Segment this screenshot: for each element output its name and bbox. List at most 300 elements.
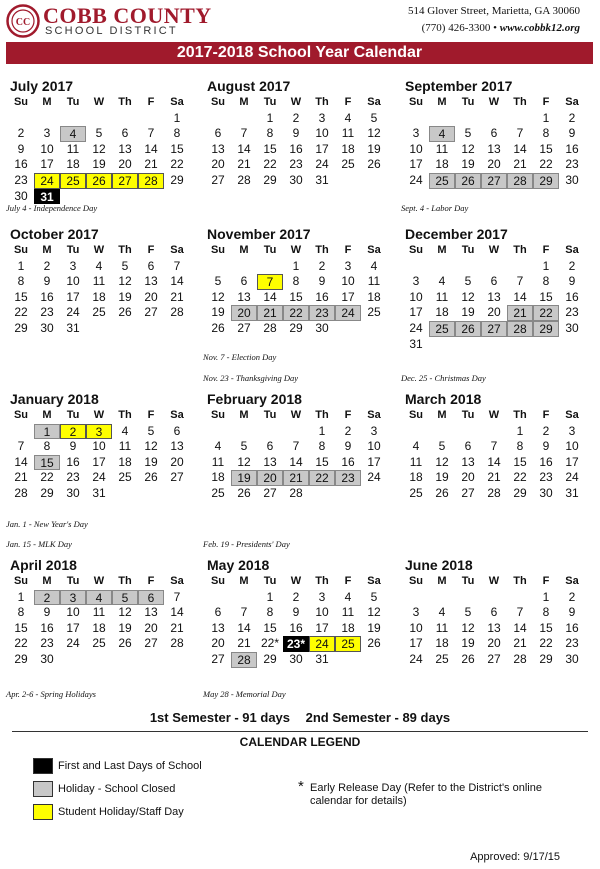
weekday-label: Sa	[170, 244, 184, 256]
day-cell: 11	[92, 605, 106, 620]
day-cell: 13	[487, 620, 501, 635]
weekday-label: Su	[13, 96, 29, 108]
day-cell: 20	[231, 305, 257, 321]
day-cell: 7	[257, 274, 283, 290]
month-title: July 2017	[10, 78, 74, 94]
week-row	[8, 636, 190, 652]
day-cell: 2	[60, 424, 86, 440]
empty-cell	[335, 652, 361, 668]
day-cell: 21	[507, 305, 533, 321]
day-cell: 21	[513, 636, 527, 651]
month-title: November 2017	[207, 226, 311, 242]
day-cell: 17	[409, 157, 423, 172]
district-logo-icon	[6, 4, 40, 38]
day-cell: 16	[565, 141, 579, 156]
weekday-label: Th	[513, 575, 527, 587]
day-cell: 5	[370, 589, 378, 604]
day-cell: 30	[289, 172, 303, 187]
day-cell: 22*	[260, 636, 280, 651]
month-calendar	[8, 557, 190, 668]
day-cell: 2	[318, 258, 326, 273]
day-cell: 29	[40, 485, 54, 500]
empty-cell	[60, 189, 86, 205]
day-cell: 13	[211, 141, 225, 156]
day-cell: 19	[461, 305, 475, 320]
day-cell: 29	[533, 173, 559, 189]
day-cell: 23	[14, 172, 28, 187]
day-cell: 19	[231, 470, 257, 486]
district-address: 514 Glover Street, Marietta, GA 30060	[408, 5, 580, 17]
week-row	[403, 259, 585, 275]
day-cell: 9	[568, 605, 576, 620]
day-cell: 18	[435, 636, 449, 651]
week-row	[8, 439, 190, 455]
day-cell: 26	[118, 636, 132, 651]
weekday-label: W	[290, 575, 302, 587]
weekday-label: F	[344, 409, 352, 421]
yellow-swatch-icon	[33, 804, 53, 820]
contact-line	[422, 22, 580, 34]
day-cell: 2	[542, 423, 550, 438]
week-row	[8, 274, 190, 290]
weekday-label: W	[93, 96, 105, 108]
day-cell: 27	[144, 305, 158, 320]
day-cell: 7	[173, 258, 181, 273]
weekday-label: Sa	[170, 575, 184, 587]
month-title: March 2018	[405, 391, 482, 407]
day-cell: 21	[170, 620, 184, 635]
day-cell: 15	[539, 141, 553, 156]
day-cell: 19	[461, 636, 475, 651]
day-cell: 1	[542, 110, 550, 125]
day-cell: 5	[464, 605, 472, 620]
weekday-label: Tu	[263, 409, 277, 421]
day-cell: 6	[490, 126, 498, 141]
day-cell: 15	[14, 289, 28, 304]
day-cell: 7	[292, 439, 300, 454]
empty-cell	[231, 424, 257, 440]
week-row	[205, 455, 387, 471]
empty-cell	[429, 590, 455, 606]
empty-cell	[481, 590, 507, 606]
day-cell: 19	[144, 454, 158, 469]
day-cell: 24	[315, 157, 329, 172]
month-calendar	[205, 557, 387, 668]
day-cell: 23	[565, 157, 579, 172]
day-cell: 18	[66, 157, 80, 172]
day-cell: 5	[121, 258, 129, 273]
legend-label-first-last: First and Last Days of School	[58, 760, 202, 772]
weekday-label: Sa	[170, 409, 184, 421]
day-cell: 18	[92, 620, 106, 635]
empty-cell	[205, 424, 231, 440]
day-cell: 27	[170, 470, 184, 485]
month-calendar	[403, 557, 585, 668]
day-cell: 6	[240, 274, 248, 289]
day-cell: 14	[513, 141, 527, 156]
day-cell: 3	[568, 423, 576, 438]
day-cell: 1	[542, 258, 550, 273]
empty-cell	[164, 321, 190, 337]
day-cell: 14	[289, 454, 303, 469]
day-cell: 8	[292, 274, 300, 289]
day-cell: 19	[118, 289, 132, 304]
day-cell: 21	[170, 289, 184, 304]
weekday-label: M	[42, 96, 52, 108]
weekday-label: W	[290, 244, 302, 256]
weekday-header	[205, 408, 387, 424]
empty-cell	[403, 424, 429, 440]
weekday-label: Tu	[263, 244, 277, 256]
day-cell: 3	[69, 258, 77, 273]
day-cell: 30	[565, 320, 579, 335]
day-cell: 4	[95, 258, 103, 273]
day-cell: 27	[481, 173, 507, 189]
day-cell: 30	[539, 485, 553, 500]
empty-cell	[86, 321, 112, 337]
day-cell: 31	[34, 189, 60, 205]
day-cell: 3	[86, 424, 112, 440]
empty-cell	[138, 652, 164, 668]
empty-cell	[8, 111, 34, 127]
week-row	[8, 173, 190, 189]
day-cell: 15	[539, 620, 553, 635]
weekday-header	[8, 243, 190, 259]
empty-cell	[231, 111, 257, 127]
day-cell: 9	[43, 605, 51, 620]
day-cell: 19	[461, 157, 475, 172]
day-cell: 16	[66, 454, 80, 469]
day-cell: 16	[315, 289, 329, 304]
day-cell: 24	[92, 470, 106, 485]
day-cell: 3	[43, 126, 51, 141]
empty-cell	[164, 652, 190, 668]
day-cell: 23	[40, 636, 54, 651]
day-cell: 18	[118, 454, 132, 469]
empty-cell	[403, 259, 429, 275]
day-cell: 16	[539, 454, 553, 469]
empty-cell	[138, 189, 164, 205]
week-row	[205, 621, 387, 637]
day-cell: 4	[370, 258, 378, 273]
empty-cell	[86, 189, 112, 205]
day-cell: 31	[66, 320, 80, 335]
weekday-label: F	[147, 409, 155, 421]
day-cell: 21	[513, 157, 527, 172]
empty-cell	[455, 424, 481, 440]
day-cell: 20	[211, 636, 225, 651]
day-cell: 10	[92, 439, 106, 454]
week-row	[403, 126, 585, 142]
day-cell: 19	[435, 470, 449, 485]
weekday-label: Sa	[367, 244, 381, 256]
weekday-label: Th	[118, 96, 132, 108]
day-cell: 11	[92, 274, 106, 289]
day-cell: 20	[211, 157, 225, 172]
day-cell: 10	[40, 141, 54, 156]
day-cell: 4	[412, 439, 420, 454]
month-note: Dec. 25 - Christmas Day	[401, 373, 486, 383]
day-cell: 17	[409, 305, 423, 320]
day-cell: 27	[481, 321, 507, 337]
semester-1-days: 1st Semester - 91 days	[149, 710, 291, 725]
day-cell: 14	[513, 289, 527, 304]
day-cell: 19	[367, 141, 381, 156]
day-cell: 23	[539, 470, 553, 485]
day-cell: 20	[461, 470, 475, 485]
day-cell: 30	[40, 320, 54, 335]
week-row	[8, 424, 190, 440]
day-cell: 14	[237, 620, 251, 635]
day-cell: 2	[17, 126, 25, 141]
empty-cell	[335, 486, 361, 502]
day-cell: 27	[112, 173, 138, 189]
day-cell: 21	[257, 305, 283, 321]
week-row	[205, 321, 387, 337]
day-cell: 17	[367, 454, 381, 469]
empty-cell	[559, 337, 585, 353]
day-cell: 22	[539, 157, 553, 172]
day-cell: 11	[435, 141, 449, 156]
day-cell: 17	[92, 454, 106, 469]
day-cell: 5	[112, 590, 138, 606]
week-row	[8, 126, 190, 142]
day-cell: 12	[211, 289, 225, 304]
day-cell: 15	[14, 620, 28, 635]
empty-cell	[335, 321, 361, 337]
day-cell: 9	[568, 126, 576, 141]
month-title: December 2017	[405, 226, 508, 242]
empty-cell	[112, 111, 138, 127]
day-cell: 27	[237, 320, 251, 335]
week-row	[8, 605, 190, 621]
semester-2-days: 2nd Semester - 89 days	[305, 710, 451, 725]
day-cell: 22	[539, 636, 553, 651]
day-cell: 7	[240, 126, 248, 141]
weekday-label: Tu	[66, 409, 80, 421]
day-cell: 19	[211, 305, 225, 320]
weekday-header	[205, 243, 387, 259]
day-cell: 12	[461, 620, 475, 635]
day-cell: 6	[138, 590, 164, 606]
weekday-label: F	[542, 244, 550, 256]
weekday-label: M	[42, 575, 52, 587]
weekday-header	[8, 408, 190, 424]
week-row	[205, 652, 387, 668]
day-cell: 22	[40, 470, 54, 485]
empty-cell	[455, 337, 481, 353]
empty-cell	[507, 111, 533, 127]
weekday-label: W	[488, 96, 500, 108]
asterisk-icon: *	[298, 778, 304, 795]
day-cell: 25	[92, 305, 106, 320]
weekday-label: Sa	[565, 244, 579, 256]
week-row	[205, 470, 387, 486]
website-link[interactable]: www.cobbk12.org	[499, 22, 580, 34]
day-cell: 25	[367, 305, 381, 320]
day-cell: 7	[516, 605, 524, 620]
day-cell: 10	[66, 605, 80, 620]
weekday-label: M	[437, 244, 447, 256]
day-cell: 13	[144, 605, 158, 620]
week-row	[205, 424, 387, 440]
day-cell: 8	[516, 439, 524, 454]
weekday-label: Sa	[367, 575, 381, 587]
day-cell: 24	[34, 173, 60, 189]
day-cell: 29	[263, 172, 277, 187]
weekday-label: Tu	[263, 575, 277, 587]
day-cell: 14	[170, 274, 184, 289]
day-cell: 6	[214, 605, 222, 620]
weekday-label: M	[239, 244, 249, 256]
day-cell: 2	[344, 423, 352, 438]
day-cell: 28	[513, 651, 527, 666]
weekday-label: F	[542, 96, 550, 108]
weekday-label: Th	[118, 244, 132, 256]
week-row	[205, 126, 387, 142]
day-cell: 17	[40, 157, 54, 172]
legend-title: CALENDAR LEGEND	[239, 735, 361, 749]
day-cell: 18	[435, 305, 449, 320]
weekday-label: M	[239, 409, 249, 421]
empty-cell	[231, 259, 257, 275]
day-cell: 12	[144, 439, 158, 454]
week-row	[205, 590, 387, 606]
week-row	[8, 321, 190, 337]
day-cell: 11	[367, 274, 381, 289]
month-title: October 2017	[10, 226, 99, 242]
weekday-label: W	[93, 575, 105, 587]
day-cell: 25	[118, 470, 132, 485]
week-row	[8, 470, 190, 486]
month-note: July 4 - Independence Day	[6, 203, 98, 213]
week-row	[8, 305, 190, 321]
day-cell: 18	[341, 620, 355, 635]
weekday-label: Sa	[367, 96, 381, 108]
week-row	[403, 439, 585, 455]
day-cell: 26	[237, 485, 251, 500]
day-cell: 4	[429, 126, 455, 142]
day-cell: 10	[315, 126, 329, 141]
day-cell: 6	[147, 258, 155, 273]
day-cell: 24	[66, 305, 80, 320]
month-note: Feb. 19 - Presidents' Day	[203, 539, 290, 549]
day-cell: 17	[315, 141, 329, 156]
day-cell: 30	[315, 320, 329, 335]
day-cell: 30	[14, 188, 28, 203]
empty-cell	[455, 259, 481, 275]
day-cell: 29	[263, 651, 277, 666]
week-row	[403, 605, 585, 621]
weekday-label: Su	[210, 409, 226, 421]
week-row	[8, 111, 190, 127]
week-row	[8, 621, 190, 637]
weekday-label: Th	[315, 244, 329, 256]
weekday-label: F	[147, 575, 155, 587]
empty-cell	[507, 259, 533, 275]
day-cell: 15	[34, 455, 60, 471]
empty-cell	[429, 337, 455, 353]
empty-cell	[403, 590, 429, 606]
month-calendar	[205, 78, 387, 189]
day-cell: 28	[507, 321, 533, 337]
day-cell: 24	[309, 636, 335, 652]
day-cell: 27	[487, 651, 501, 666]
day-cell: 15	[289, 289, 303, 304]
day-cell: 22	[170, 157, 184, 172]
day-cell: 21	[237, 636, 251, 651]
day-cell: 16	[341, 454, 355, 469]
day-cell: 24	[409, 172, 423, 187]
day-cell: 22	[513, 470, 527, 485]
day-cell: 14	[144, 141, 158, 156]
weekday-label: Th	[513, 96, 527, 108]
day-cell: 8	[173, 126, 181, 141]
day-cell: 8	[266, 605, 274, 620]
day-cell: 4	[438, 274, 446, 289]
week-row	[403, 424, 585, 440]
empty-cell	[231, 590, 257, 606]
day-cell: 31	[409, 336, 423, 351]
day-cell: 2	[568, 110, 576, 125]
empty-cell	[361, 173, 387, 189]
week-row	[403, 142, 585, 158]
empty-cell	[138, 321, 164, 337]
empty-cell	[138, 486, 164, 502]
weekday-label: M	[239, 96, 249, 108]
day-cell: 17	[341, 289, 355, 304]
day-cell: 30	[66, 485, 80, 500]
week-row	[8, 590, 190, 606]
day-cell: 7	[240, 605, 248, 620]
day-cell: 17	[66, 620, 80, 635]
day-cell: 4	[121, 423, 129, 438]
day-cell: 31	[315, 651, 329, 666]
day-cell: 29	[289, 320, 303, 335]
day-cell: 4	[86, 590, 112, 606]
day-cell: 4	[438, 605, 446, 620]
day-cell: 29	[533, 321, 559, 337]
week-row	[205, 157, 387, 173]
day-cell: 10	[565, 439, 579, 454]
day-cell: 11	[341, 605, 355, 620]
empty-cell	[335, 173, 361, 189]
day-cell: 29	[14, 651, 28, 666]
day-cell: 30	[565, 172, 579, 187]
day-cell: 26	[118, 305, 132, 320]
weekday-label: W	[290, 409, 302, 421]
empty-cell	[481, 111, 507, 127]
day-cell: 12	[367, 605, 381, 620]
day-cell: 17	[66, 289, 80, 304]
week-row	[205, 173, 387, 189]
month-calendar	[205, 391, 387, 502]
legend-label-staff: Student Holiday/Staff Day	[58, 806, 184, 818]
day-cell: 11	[341, 126, 355, 141]
legend-label-holiday: Holiday - School Closed	[58, 783, 176, 795]
weekday-header	[205, 95, 387, 111]
legend-item-first-last	[33, 757, 202, 775]
weekday-label: Tu	[66, 244, 80, 256]
week-row	[403, 274, 585, 290]
early-release-text: Early Release Day (Refer to the District's online calendar for details)	[310, 782, 542, 807]
day-cell: 24	[409, 651, 423, 666]
calendar-title: 2017-2018 School Year Calendar	[6, 42, 593, 64]
day-cell: 22	[283, 305, 309, 321]
day-cell: 9	[17, 141, 25, 156]
day-cell: 20	[487, 636, 501, 651]
month-title: February 2018	[207, 391, 302, 407]
